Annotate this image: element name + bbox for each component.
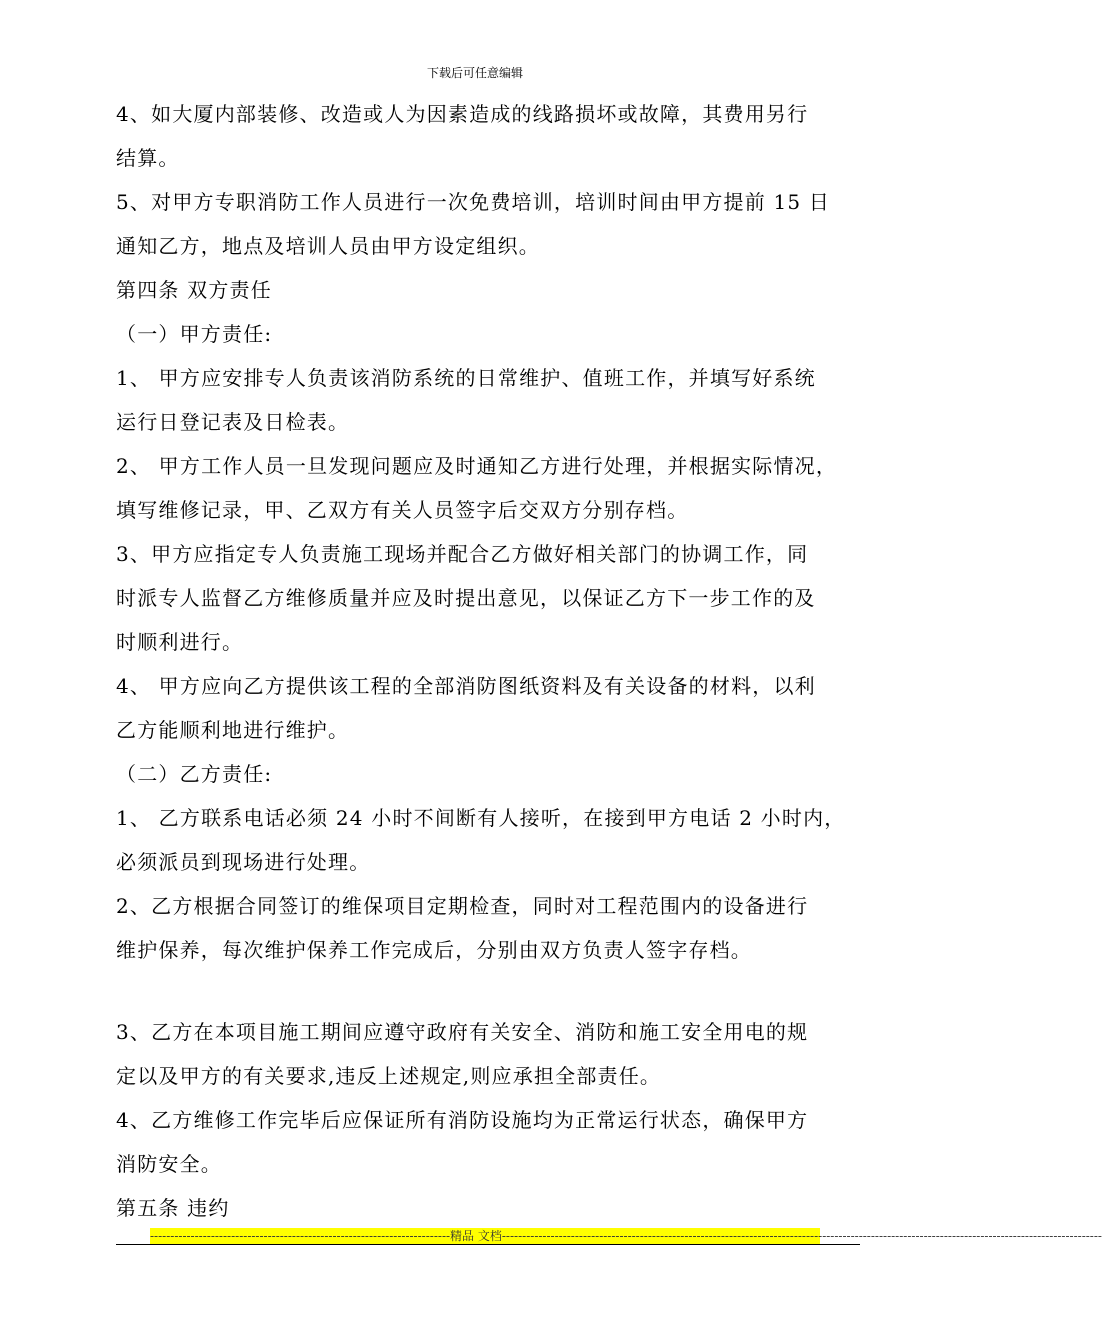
paragraph-line: 定以及甲方的有关要求,违反上述规定,则应承担全部责任。 [116, 1064, 662, 1088]
paragraph-line: 4、 甲方应向乙方提供该工程的全部消防图纸资料及有关设备的材料，以利 [116, 674, 816, 698]
section-heading: 第四条 双方责任 [116, 278, 272, 302]
paragraph-line: 通知乙方，地点及培训人员由甲方设定组织。 [116, 234, 540, 258]
paragraph-line: 消防安全。 [116, 1152, 222, 1176]
paragraph-line: 时派专人监督乙方维修质量并应及时提出意见，以保证乙方下一步工作的及 [116, 586, 816, 610]
paragraph-line: 1、 甲方应安排专人负责该消防系统的日常维护、值班工作，并填写好系统 [116, 366, 816, 390]
footer-dashes-right: ---------------------------------------------------------------------------------------------------------------------------------------------------- [501, 1229, 1102, 1243]
paragraph-line: 3、甲方应指定专人负责施工现场并配合乙方做好相关部门的协调工作，同 [116, 542, 809, 566]
paragraph-line: 必须派员到现场进行处理。 [116, 850, 371, 874]
footer-rule [116, 1244, 860, 1245]
paragraph-line: 时顺利进行。 [116, 630, 244, 654]
subsection-heading: （一）甲方责任: [116, 322, 273, 346]
paragraph-line: 4、如大厦内部装修、改造或人为因素造成的线路损坏或故障，其费用另行 [116, 102, 809, 126]
paragraph-line: 1、 乙方联系电话必须 24 小时不间断有人接听，在接到甲方电话 2 小时内， [116, 806, 846, 830]
paragraph-line: 3、乙方在本项目施工期间应遵守政府有关安全、消防和施工安全用电的规 [116, 1020, 809, 1044]
footer-banner [150, 1228, 1102, 1244]
document-body [116, 92, 866, 1230]
page-header: 下载后可任意编辑 [426, 66, 523, 80]
paragraph-line: 2、 甲方工作人员一旦发现问题应及时通知乙方进行处理，并根据实际情况， [116, 454, 838, 478]
paragraph-line: 运行日登记表及日检表。 [116, 410, 350, 434]
blank-gap [116, 972, 866, 1010]
section-heading: 第五条 违约 [116, 1196, 230, 1220]
paragraph-line: 乙方能顺利地进行维护。 [116, 718, 350, 742]
paragraph-line: 4、乙方维修工作完毕后应保证所有消防设施均为正常运行状态，确保甲方 [116, 1108, 809, 1132]
paragraph-line: 5、对甲方专职消防工作人员进行一次免费培训，培训时间由甲方提前 15 日 [116, 190, 831, 214]
paragraph-line: 2、乙方根据合同签订的维保项目定期检查，同时对工程范围内的设备进行 [116, 894, 809, 918]
paragraph-line: 维护保养，每次维护保养工作完成后，分别由双方负责人签字存档。 [116, 938, 752, 962]
paragraph-line: 结算。 [116, 146, 180, 170]
paragraph-line: 填写维修记录，甲、乙双方有关人员签字后交双方分别存档。 [116, 498, 689, 522]
subsection-heading: （二）乙方责任: [116, 762, 273, 786]
footer-label: 精品 文档 [450, 1229, 502, 1243]
footer-dashes-left: -------------------------------------------------------------------------- [150, 1229, 451, 1243]
